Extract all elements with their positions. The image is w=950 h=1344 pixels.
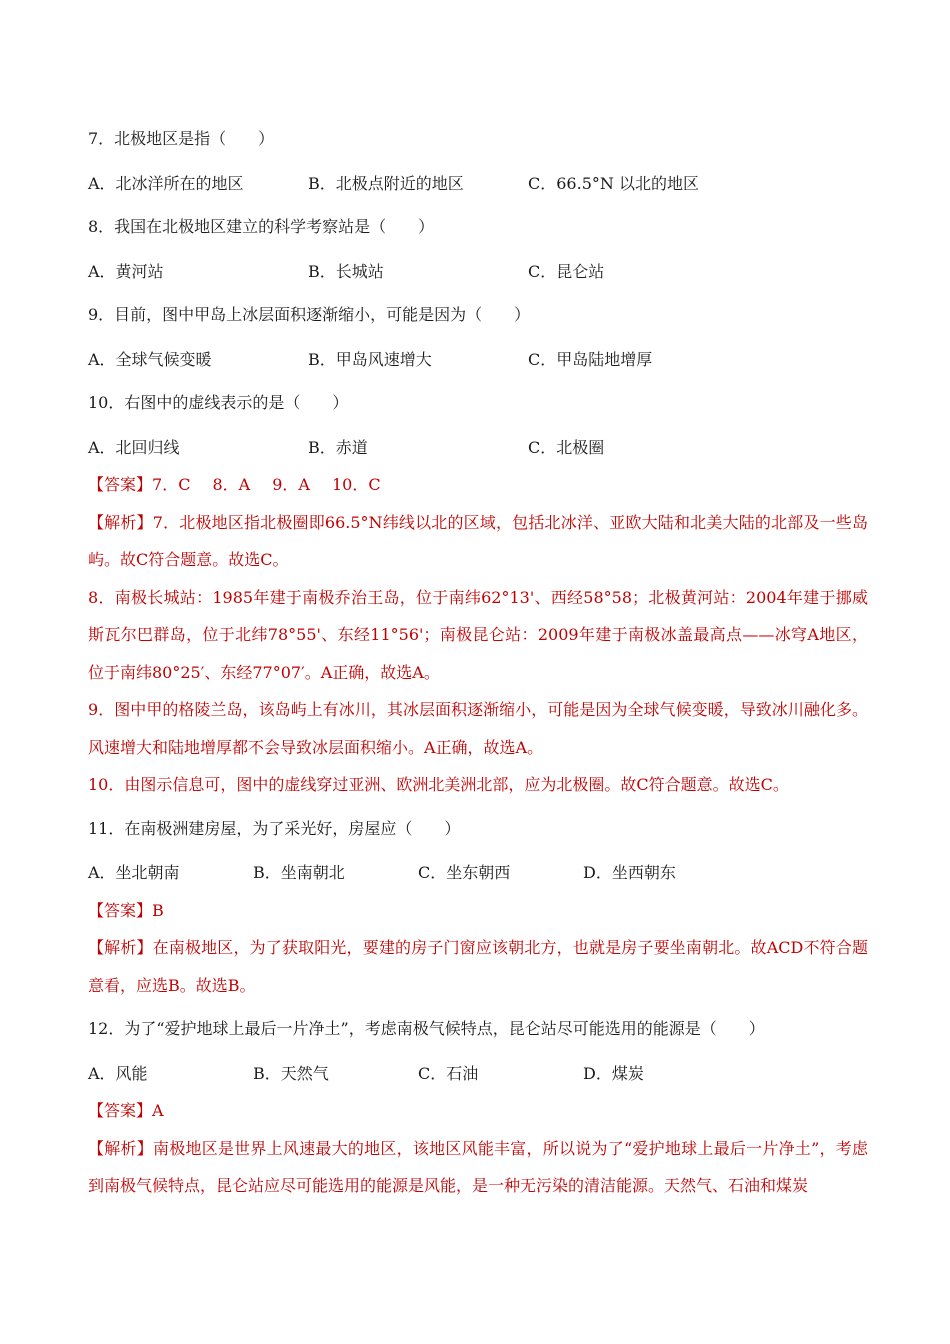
question-8-stem: 8．我国在北极地区建立的科学考察站是（ ）: [88, 217, 435, 236]
question-11-option-d: D．坐西朝东: [583, 863, 676, 882]
question-7-options: [88, 165, 868, 203]
analysis-9: 9．图中甲的格陵兰岛，该岛屿上有冰川，其冰层面积逐渐缩小，可能是因为全球气候变暖，导致冰川融化多。风速增大和陆地增厚都不会导致冰层面积缩小。A正确，故选A。: [88, 700, 868, 757]
question-12-analysis: 【解析】南极地区是世界上风速最大的地区，该地区风能丰富，所以说为了“爱护地球上最后一片净土”，考虑到南极气候特点，昆仑站应尽可能选用的能源是风能，是一种无污染的清洁能源。天然气、石油和煤炭: [88, 1138, 868, 1195]
question-8-options: [88, 253, 868, 291]
analysis-7: 【解析】7．北极地区指北极圈即66.5°N纬线以北的区域，包括北冰洋、亚欧大陆和北美大陆的北部及一些岛屿。故C符合题意。故选C。: [88, 512, 868, 569]
question-8-option-b: B．长城站: [308, 261, 384, 281]
question-7-option-a: A．北冰洋所在的地区: [88, 173, 244, 193]
question-10-option-b: B．赤道: [308, 437, 368, 457]
group-answer-line: [88, 466, 868, 504]
question-9-options: [88, 341, 868, 379]
group-answer-label: 【答案】: [88, 475, 153, 494]
question-8-option-a: A．黄河站: [88, 261, 164, 281]
question-12-option-d: D．煤炭: [583, 1063, 644, 1083]
question-12-option-c: C．石油: [418, 1063, 479, 1083]
question-12-option-b: B．天然气: [253, 1063, 329, 1083]
question-11-answer: 【答案】B: [88, 900, 164, 920]
question-11-option-b: B．坐南朝北: [253, 863, 345, 882]
question-12-answer: 【答案】A: [88, 1101, 164, 1120]
question-8-option-c: C．昆仑站: [528, 261, 605, 281]
question-7-stem: 7．北极地区是指（ ）: [88, 129, 275, 148]
question-10-stem: 10．右图中的虚线表示的是（ ）: [88, 393, 349, 412]
question-11-option-c: C．坐东朝西: [418, 863, 511, 882]
question-9-stem: 9．目前，图中甲岛上冰层面积逐渐缩小，可能是因为（ ）: [88, 305, 531, 324]
answer-9: 9．A: [272, 475, 310, 494]
question-10-options: [88, 429, 868, 467]
analysis-8: 8．南极长城站：1985年建于南极乔治王岛，位于南纬62°13'、西经58°58；北极黄河站：2004年建于挪威斯瓦尔巴群岛，位于北纬78°55'、东经11°56'；南极昆仑站：2009年建于南极冰盖最高点——冰穹A地区，位于南纬80°25′、东经77°07′。A正确，故选A。: [88, 587, 868, 682]
answer-7: 7．C: [152, 475, 191, 494]
answer-10: 10．C: [331, 475, 381, 494]
question-7-option-c: C．66.5°N 以北的地区: [528, 173, 699, 193]
question-9-option-c: C．甲岛陆地增厚: [528, 349, 653, 369]
question-11-analysis: 【解析】在南极地区，为了获取阳光，要建的房子门窗应该朝北方，也就是房子要坐南朝北。故ACD不符合题意看，应选B。故选B。: [88, 938, 868, 995]
question-12-options: [88, 1055, 868, 1093]
question-11-option-a: A．坐北朝南: [88, 863, 180, 882]
question-10-option-a: A．北回归线: [88, 437, 180, 457]
question-11-options: [88, 854, 868, 892]
question-9-option-b: B．甲岛风速增大: [308, 349, 432, 369]
answer-8: 8．A: [212, 475, 251, 494]
analysis-10: 10．由图示信息可，图中的虚线穿过亚洲、欧洲北美洲北部，应为北极圈。故C符合题意。故选C。: [88, 775, 789, 794]
question-9-option-a: A．全球气候变暖: [88, 349, 212, 369]
question-11-stem: 11．在南极洲建房屋，为了采光好，房屋应（ ）: [88, 818, 461, 838]
question-12-option-a: A．风能: [88, 1063, 148, 1083]
question-12-stem: 12．为了“爱护地球上最后一片净土”，考虑南极气候特点，昆仑站尽可能选用的能源是（ ）: [88, 1019, 765, 1038]
question-7-option-b: B．北极点附近的地区: [308, 173, 464, 193]
document-page: [88, 120, 868, 1205]
question-10-option-c: C．北极圈: [528, 437, 605, 457]
